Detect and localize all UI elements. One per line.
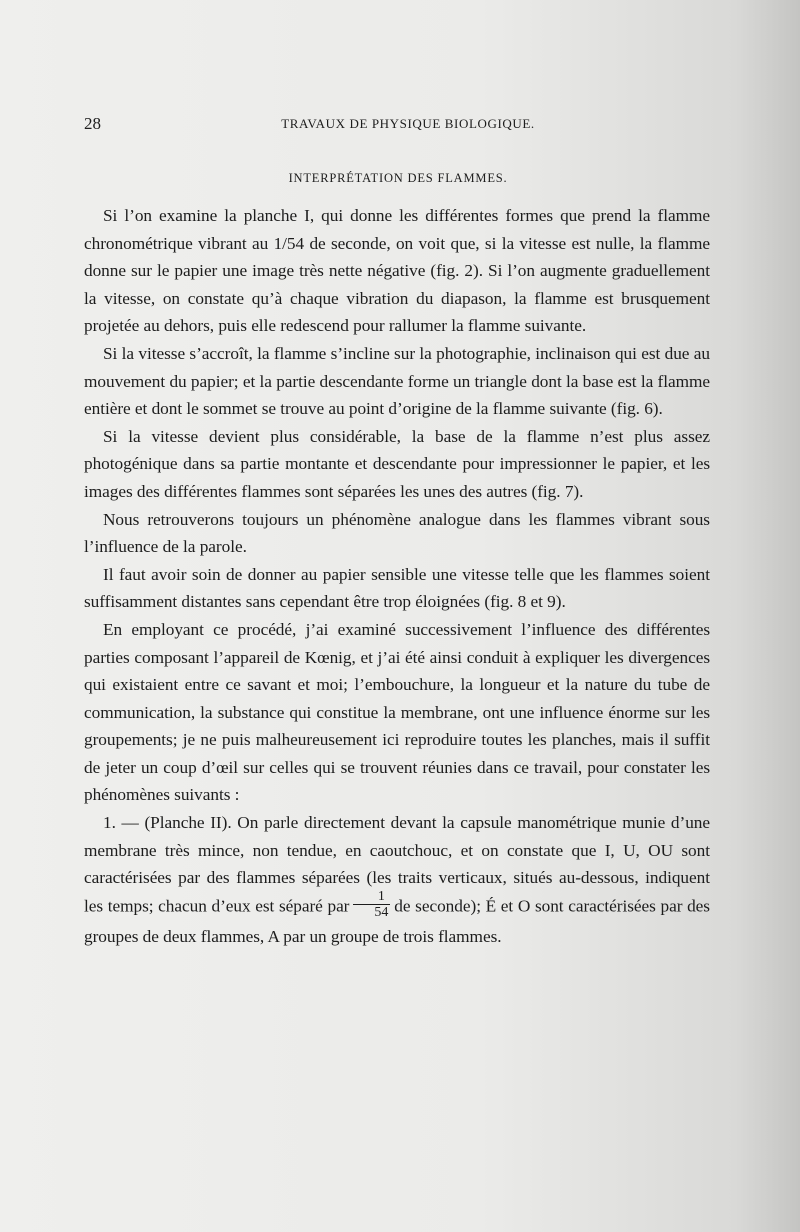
body-text — [84, 202, 710, 950]
fraction — [353, 889, 390, 920]
fraction-denominator: 54 — [374, 904, 389, 920]
paragraph-7 — [84, 809, 710, 950]
running-title: TRAVAUX DE PHYSIQUE BIOLOGIQUE. — [281, 116, 535, 131]
paragraph-6: En employant ce procédé, j’ai examiné successivement l’influence des différentes parties composant l’appareil de Kœnig, et j’ai été ainsi conduit à expliquer les divergences qui existaient entre ce savant et moi; l’embouchure, la longueur et la nature du tube de communication, la substance qui constitue la membrane, ont une influence énorme sur les groupements; je ne puis malheureusement ici reproduire toutes les planches, mais il suffit de jeter un coup d’œil sur celles qui se trouvent réunies dans ce travail, pour constater les phénomènes suivants : — [84, 619, 710, 805]
fraction-numerator: 1 — [353, 889, 390, 905]
page-number: 28 — [84, 114, 101, 133]
paragraph-5: Il faut avoir soin de donner au papier sensible une vitesse telle que les flammes soient suffisamment distantes sans cependant être trop éloignées (fig. 8 et 9). — [84, 564, 710, 612]
paragraph-3: Si la vitesse devient plus considérable, la base de la flamme n’est plus assez photogénique dans sa partie montante et descendante pour impressionner le papier, et les images des différentes flammes sont séparées les unes des autres (fig. 7). — [84, 426, 710, 501]
paragraph-7-text-before: 1. — (Planche II). On parle directement devant la capsule manométrique munie d’une membrane très mince, non tendue, en caoutchouc, et on constate que I, U, OU sont caractérisées par des flammes séparées (les traits verticaux, situés au-dessous, indiquent les temps; chacun d’eux est séparé par — [84, 813, 710, 916]
paragraph-1: Si l’on examine la planche I, qui donne les différentes formes que prend la flamme chronométrique vibrant au 1/54 de seconde, on voit que, si la vitesse est nulle, la flamme donne sur le papier une image très nette négative (fig. 2). Si l’on augmente graduellement la vitesse, on constate qu’à chaque vibration du diapason, la flamme est brusquement projetée au dehors, puis elle redescend pour rallumer la flamme suivante. — [84, 206, 710, 336]
running-header — [84, 114, 712, 138]
paragraph-4: Nous retrouverons toujours un phénomène analogue dans les flammes vibrant sous l’influence de la parole. — [84, 509, 710, 557]
paragraph-7-text-after: de seconde); É et O sont caractérisées par des groupes de deux flammes, A par un groupe de trois flammes. — [84, 896, 710, 946]
section-title: INTERPRÉTATION DES FLAMMES. — [288, 171, 508, 185]
paragraph-2: Si la vitesse s’accroît, la flamme s’incline sur la photographie, inclinaison qui est due au mouvement du papier; et la partie descendante forme un triangle dont la base est la flamme entière et dont le sommet se trouve au point d’origine de la flamme suivante (fig. 6). — [84, 343, 710, 419]
